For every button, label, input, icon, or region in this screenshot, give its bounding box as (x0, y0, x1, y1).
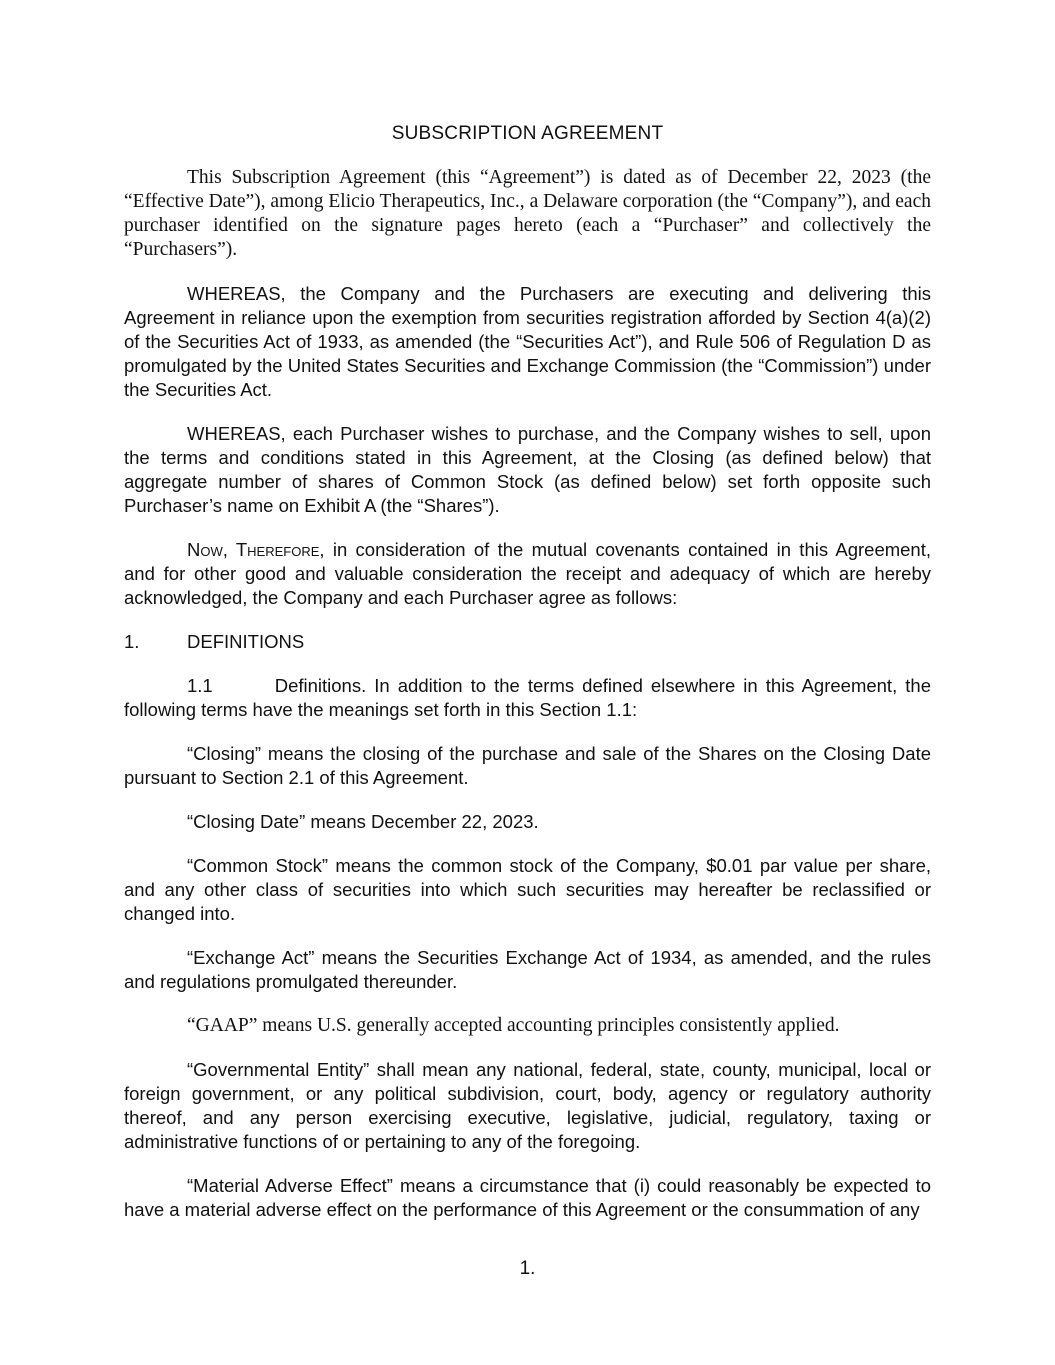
whereas-paragraph-1: WHEREAS, the Company and the Purchasers are executing and delivering this Agreement in reliance upon the exemption from securities registration afforded by Section 4(a)(2) of the Securities Act of 1933, as amended (the “Securities Act”), and Rule 506 of Regulation D as promulgated by the United States Securities and Exchange Commission (the “Commission”) under the Securities Act. (124, 283, 931, 400)
definition-common-stock: “Common Stock” means the common stock of the Company, $0.01 par value per share, and any other class of securities into which such securities may hereafter be reclassified or changed into. (124, 855, 931, 924)
section-title: DEFINITIONS (187, 631, 305, 652)
definition-material-adverse-effect: “Material Adverse Effect” means a circumstance that (i) could reasonably be expected to have a material adverse effect on the performance of this Agreement or the consummation of any (124, 1175, 931, 1220)
subsection-text: In addition to the terms defined elsewhere in this Agreement, the following terms have the meanings set forth in this Section 1.1: (124, 675, 931, 720)
subsection-number: 1.1 (187, 675, 213, 696)
definition-governmental-entity: “Governmental Entity” shall mean any national, federal, state, county, municipal, local or foreign government, or any political subdivision, court, body, agency or regulatory authority thereof, and any person exercising executive, legislative, judicial, regulatory, taxing or administrative functions of or pertaining to any of the foregoing. (124, 1059, 931, 1152)
section-heading-definitions (124, 630, 931, 654)
definition-gaap: “GAAP” means U.S. generally accepted accounting principles consistently applied. (187, 1015, 840, 1036)
page-number: 1. (519, 1258, 536, 1279)
definition-closing-date: “Closing Date” means December 22, 2023. (187, 811, 539, 832)
whereas-paragraph-2: WHEREAS, each Purchaser wishes to purchase, and the Company wishes to sell, upon the terms and conditions stated in this Agreement, at the Closing (as defined below) that aggregate number of shares of Common Stock (as defined below) set forth opposite such Purchaser’s name on Exhibit A (the “Shares”). (124, 423, 931, 516)
subsection-heading: Definitions. (274, 675, 367, 696)
now-therefore-lead: Now, Therefore, (187, 539, 325, 560)
document-body (124, 122, 931, 1242)
intro-paragraph: This Subscription Agreement (this “Agreement”) is dated as of December 22, 2023 (the “Effective Date”), among Elicio Therapeutics, Inc., a Delaware corporation (the “Company”), and each purchaser identified on the signature pages hereto (each a “Purchaser” and collectively the “Purchasers”). (124, 167, 931, 260)
definition-exchange-act: “Exchange Act” means the Securities Exchange Act of 1934, as amended, and the rules and regulations promulgated thereunder. (124, 947, 931, 992)
section-number: 1. (124, 631, 140, 652)
definition-closing: “Closing” means the closing of the purchase and sale of the Shares on the Closing Date pursuant to Section 2.1 of this Agreement. (124, 743, 931, 788)
now-therefore-paragraph (124, 538, 931, 610)
subsection-1-1 (124, 674, 931, 722)
now-therefore-text: in consideration of the mutual covenants contained in this Agreement, and for other good and valuable consideration the receipt and adequacy of which are hereby acknowledged, the Company and each Purchaser agree as follows: (124, 539, 932, 608)
document-title: SUBSCRIPTION AGREEMENT (391, 123, 664, 144)
